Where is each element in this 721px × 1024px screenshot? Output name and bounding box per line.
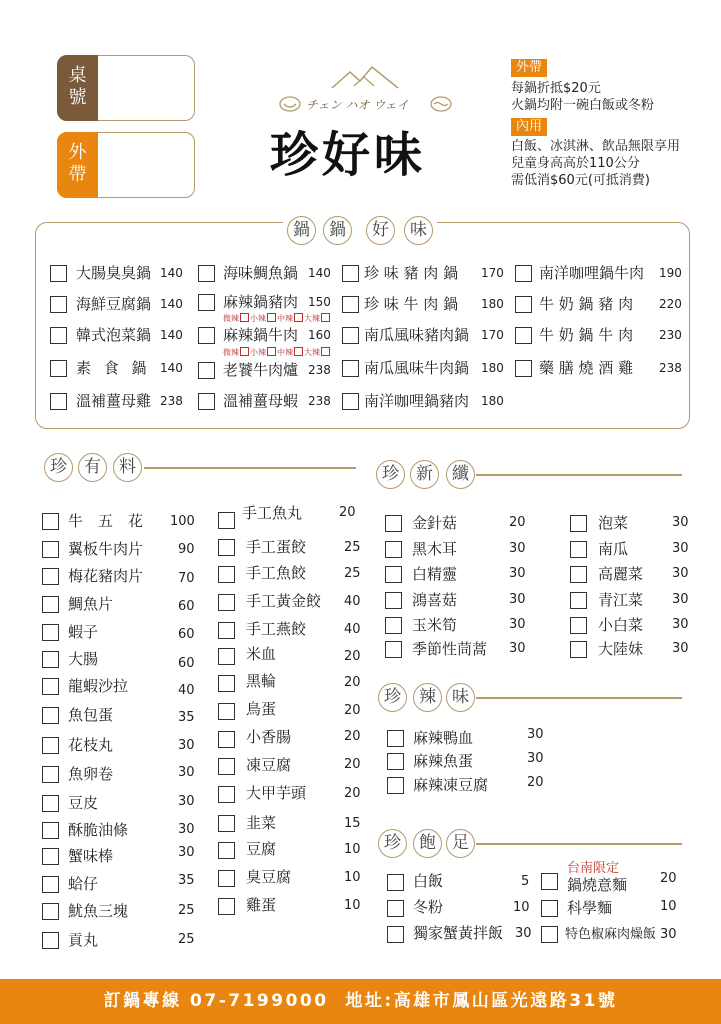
vegetable-name: 黑木耳 bbox=[412, 540, 458, 558]
hotpot-item-name: 珍 味 豬 肉 鍋 bbox=[364, 264, 459, 282]
hotpot-item-price: 238 bbox=[308, 394, 331, 408]
vegetable-price: 30 bbox=[672, 592, 689, 607]
hotpot-item-name: 海味鯛魚鍋 bbox=[223, 264, 299, 282]
section-divider bbox=[144, 467, 356, 469]
ingredient-checkbox[interactable] bbox=[218, 786, 235, 803]
ingredient-name: 牛 五 花 bbox=[68, 512, 144, 530]
hotpot-checkbox[interactable] bbox=[342, 296, 359, 313]
ingredient-price: 25 bbox=[344, 566, 361, 581]
ingredient-checkbox[interactable] bbox=[218, 870, 235, 887]
dinein-tag: 內用 bbox=[511, 118, 547, 136]
staple-name: 科學麵 bbox=[567, 899, 613, 917]
hotpot-item-price: 180 bbox=[481, 297, 504, 311]
hotpot-title-char: 味 bbox=[404, 216, 433, 245]
hotpot-checkbox[interactable] bbox=[198, 362, 215, 379]
staple-name: 白飯 bbox=[413, 872, 444, 890]
vegetable-price: 30 bbox=[672, 541, 689, 556]
vegetable-checkbox[interactable] bbox=[385, 566, 402, 583]
ingredient-name: 手工燕餃 bbox=[246, 620, 307, 638]
hotpot-item-price: 140 bbox=[160, 328, 183, 342]
ingredient-checkbox[interactable] bbox=[218, 758, 235, 775]
ingredient-name: 雞蛋 bbox=[246, 896, 277, 914]
vegetable-checkbox[interactable] bbox=[570, 566, 587, 583]
vegetable-name: 季節性茼蒿 bbox=[412, 640, 488, 658]
ingredient-checkbox[interactable] bbox=[42, 876, 59, 893]
hotpot-item-name: 牛 奶 鍋 牛 肉 bbox=[539, 326, 634, 344]
hotpot-item-name: 珍 味 牛 肉 鍋 bbox=[364, 295, 459, 313]
staple-price: 10 bbox=[513, 900, 530, 915]
brand-name: 珍好味 bbox=[270, 127, 427, 183]
hotpot-item-price: 220 bbox=[659, 297, 682, 311]
vegetable-name: 小白菜 bbox=[598, 616, 644, 634]
vegetable-name: 高麗菜 bbox=[598, 565, 644, 583]
ingredient-price: 15 bbox=[344, 816, 361, 831]
vegetable-name: 玉米筍 bbox=[412, 616, 458, 634]
ingredient-price: 100 bbox=[170, 514, 195, 529]
hotpot-item-name: 南洋咖哩鍋豬肉 bbox=[364, 392, 470, 410]
hotpot-item-name: 素 食 鍋 bbox=[76, 359, 151, 377]
vegetable-checkbox[interactable] bbox=[570, 641, 587, 658]
vegetable-checkbox[interactable] bbox=[385, 592, 402, 609]
ingredient-name: 小香腸 bbox=[246, 728, 292, 746]
vegetable-checkbox[interactable] bbox=[385, 515, 402, 532]
ingredient-price: 30 bbox=[178, 794, 195, 809]
section-title-char: 珍 bbox=[378, 829, 407, 858]
ingredient-price: 20 bbox=[344, 786, 361, 801]
ingredient-checkbox[interactable] bbox=[218, 898, 235, 915]
hotpot-title-char: 好 bbox=[366, 216, 395, 245]
ingredient-checkbox[interactable] bbox=[42, 541, 59, 558]
ingredient-checkbox[interactable] bbox=[218, 815, 235, 832]
ingredient-name: 臭豆腐 bbox=[246, 868, 292, 886]
hotpot-checkbox[interactable] bbox=[198, 265, 215, 282]
vegetable-price: 30 bbox=[672, 566, 689, 581]
vegetable-price: 20 bbox=[509, 515, 526, 530]
hotpot-item-price: 140 bbox=[308, 266, 331, 280]
takeout-label: 外帶 bbox=[57, 132, 98, 198]
vegetable-checkbox[interactable] bbox=[385, 541, 402, 558]
ingredient-price: 40 bbox=[344, 594, 361, 609]
hotpot-item-name: 南瓜風味豬肉鍋 bbox=[364, 326, 470, 344]
vegetable-checkbox[interactable] bbox=[570, 541, 587, 558]
vegetable-price: 30 bbox=[509, 641, 526, 656]
ingredient-name: 手工魚餃 bbox=[246, 564, 307, 582]
ingredient-price: 60 bbox=[178, 599, 195, 614]
staple-checkbox[interactable] bbox=[387, 874, 404, 891]
vegetable-price: 30 bbox=[509, 566, 526, 581]
ingredient-name: 韭菜 bbox=[246, 814, 277, 832]
hotpot-checkbox[interactable] bbox=[342, 360, 359, 377]
section-divider bbox=[476, 843, 682, 845]
section-title-char: 辣 bbox=[413, 683, 442, 712]
dinein-note-1: 白飯、冰淇淋、飲品無限享用 bbox=[511, 139, 681, 154]
hotpot-item-price: 140 bbox=[160, 297, 183, 311]
ingredient-price: 10 bbox=[344, 842, 361, 857]
staple-price: 30 bbox=[515, 926, 532, 941]
ingredient-name: 蟹味棒 bbox=[68, 847, 114, 865]
mountain-logo-icon bbox=[330, 64, 400, 90]
spicy-name: 麻辣鴨血 bbox=[413, 729, 474, 747]
hotpot-checkbox[interactable] bbox=[342, 265, 359, 282]
ingredient-name: 鳥蛋 bbox=[246, 700, 277, 718]
hotpot-item-name: 溫補薑母雞 bbox=[76, 392, 152, 410]
vegetable-checkbox[interactable] bbox=[385, 641, 402, 658]
staple-name: 鍋燒意麵 bbox=[567, 876, 628, 894]
ingredient-name: 凍豆腐 bbox=[246, 756, 292, 774]
ingredient-name: 豆皮 bbox=[68, 794, 99, 812]
hotpot-item-name: 牛 奶 鍋 豬 肉 bbox=[539, 295, 634, 313]
hotpot-checkbox[interactable] bbox=[342, 327, 359, 344]
staple-price: 5 bbox=[521, 874, 530, 889]
ingredient-name: 花枝丸 bbox=[68, 736, 114, 754]
hotpot-checkbox[interactable] bbox=[515, 327, 532, 344]
ingredient-price: 20 bbox=[344, 703, 361, 718]
vegetable-price: 30 bbox=[672, 515, 689, 530]
hotpot-item-price: 238 bbox=[160, 394, 183, 408]
staple-checkbox[interactable] bbox=[541, 900, 558, 917]
hotpot-checkbox[interactable] bbox=[50, 265, 67, 282]
vegetable-name: 白精靈 bbox=[412, 565, 458, 583]
ingredient-name: 手工蛋餃 bbox=[246, 538, 307, 556]
hotpot-item-name: 溫補薑母蝦 bbox=[223, 392, 299, 410]
hotpot-checkbox[interactable] bbox=[342, 393, 359, 410]
spice-level-options[interactable]: 微辣 小辣 中辣 大辣 bbox=[223, 313, 331, 323]
hotpot-item-price: 140 bbox=[160, 266, 183, 280]
ingredient-name: 魷魚三塊 bbox=[68, 902, 129, 920]
hotpot-item-price: 230 bbox=[659, 328, 682, 342]
hotpot-item-price: 238 bbox=[659, 361, 682, 375]
hotpot-item-name: 海鮮豆腐鍋 bbox=[76, 295, 152, 313]
spicy-checkbox[interactable] bbox=[387, 730, 404, 747]
hotpot-item-name: 麻辣鍋牛肉 bbox=[223, 326, 299, 344]
section-title-char: 纖 bbox=[446, 460, 475, 489]
hotpot-item-name: 韓式泡菜鍋 bbox=[76, 326, 152, 344]
ingredient-name: 蛤仔 bbox=[68, 875, 99, 893]
spicy-checkbox[interactable] bbox=[387, 753, 404, 770]
ingredient-name: 豆腐 bbox=[246, 840, 277, 858]
takeout-tag: 外帶 bbox=[511, 59, 547, 77]
vegetable-price: 30 bbox=[509, 592, 526, 607]
ingredient-price: 20 bbox=[339, 505, 356, 520]
ingredient-name: 手工黃金餃 bbox=[246, 592, 322, 610]
ingredient-price: 70 bbox=[178, 571, 195, 586]
section-title-char: 料 bbox=[113, 453, 142, 482]
vegetable-name: 南瓜 bbox=[598, 540, 629, 558]
table-number-label: 桌號 bbox=[57, 55, 98, 121]
spicy-price: 20 bbox=[527, 775, 544, 790]
ingredient-price: 25 bbox=[178, 932, 195, 947]
ingredient-checkbox[interactable] bbox=[218, 842, 235, 859]
ingredient-price: 25 bbox=[344, 540, 361, 555]
tainan-limited-label: 台南限定 bbox=[567, 861, 620, 876]
hotpot-checkbox[interactable] bbox=[515, 296, 532, 313]
footer-contact: 訂鍋專線 07-7199000 地址:高雄市鳳山區光遠路31號 bbox=[103, 991, 618, 1011]
section-title-char: 新 bbox=[410, 460, 439, 489]
staple-checkbox[interactable] bbox=[387, 926, 404, 943]
staple-price: 30 bbox=[660, 927, 677, 942]
ingredient-checkbox[interactable] bbox=[218, 731, 235, 748]
vegetable-checkbox[interactable] bbox=[570, 617, 587, 634]
ingredient-checkbox[interactable] bbox=[218, 675, 235, 692]
ingredient-price: 35 bbox=[178, 873, 195, 888]
ingredient-checkbox[interactable] bbox=[218, 566, 235, 583]
hotpot-item-price: 190 bbox=[659, 266, 682, 280]
spicy-checkbox[interactable] bbox=[387, 777, 404, 794]
ingredient-price: 10 bbox=[344, 870, 361, 885]
section-title-char: 味 bbox=[446, 683, 475, 712]
ingredient-price: 20 bbox=[344, 729, 361, 744]
vegetable-name: 金針菇 bbox=[412, 514, 458, 532]
hotpot-checkbox[interactable] bbox=[198, 327, 215, 344]
staple-checkbox[interactable] bbox=[541, 873, 558, 890]
hotpot-checkbox[interactable] bbox=[198, 393, 215, 410]
hotpot-item-price: 170 bbox=[481, 328, 504, 342]
ingredient-price: 30 bbox=[178, 845, 195, 860]
section-divider bbox=[476, 474, 682, 476]
hotpot-item-price: 180 bbox=[481, 394, 504, 408]
ingredient-price: 10 bbox=[344, 898, 361, 913]
vegetable-price: 30 bbox=[672, 641, 689, 656]
ingredient-checkbox[interactable] bbox=[218, 703, 235, 720]
hotpot-checkbox[interactable] bbox=[50, 393, 67, 410]
spicy-name: 麻辣凍豆腐 bbox=[413, 776, 489, 794]
spicy-name: 麻辣魚蛋 bbox=[413, 752, 474, 770]
ingredient-checkbox[interactable] bbox=[42, 932, 59, 949]
section-divider bbox=[476, 697, 682, 699]
vegetable-name: 鴻喜菇 bbox=[412, 591, 458, 609]
ingredient-price: 20 bbox=[344, 757, 361, 772]
hotpot-item-name: 南洋咖哩鍋牛肉 bbox=[539, 264, 645, 282]
vegetable-price: 30 bbox=[509, 541, 526, 556]
ingredient-name: 貢丸 bbox=[68, 931, 99, 949]
staple-name: 獨家蟹黃拌飯 bbox=[413, 924, 504, 942]
hotpot-item-name: 老饕牛肉爐 bbox=[223, 361, 299, 379]
ingredient-name: 梅花豬肉片 bbox=[68, 567, 144, 585]
ingredient-checkbox[interactable] bbox=[42, 568, 59, 585]
ingredient-price: 20 bbox=[344, 675, 361, 690]
ingredient-name: 魚卵卷 bbox=[68, 765, 114, 783]
vegetable-checkbox[interactable] bbox=[385, 617, 402, 634]
ingredient-checkbox[interactable] bbox=[218, 622, 235, 639]
hotpot-checkbox[interactable] bbox=[515, 360, 532, 377]
hotpot-icon bbox=[279, 96, 301, 112]
staple-name: 特色椒麻肉燥飯 bbox=[565, 927, 657, 942]
section-title-char: 足 bbox=[446, 829, 475, 858]
hotpot-item-name: 麻辣鍋豬肉 bbox=[223, 293, 299, 311]
hotpot-item-name: 藥 膳 燒 酒 雞 bbox=[539, 359, 634, 377]
ingredient-checkbox[interactable] bbox=[42, 596, 59, 613]
wave-icon bbox=[430, 96, 452, 112]
staple-price: 20 bbox=[660, 871, 677, 886]
hotpot-checkbox[interactable] bbox=[50, 327, 67, 344]
section-title-char: 飽 bbox=[413, 829, 442, 858]
vegetable-name: 大陸妹 bbox=[598, 640, 644, 658]
hotpot-item-price: 140 bbox=[160, 361, 183, 375]
ingredient-checkbox[interactable] bbox=[42, 707, 59, 724]
spice-level-options[interactable]: 微辣 小辣 中辣 大辣 bbox=[223, 347, 331, 357]
ingredient-name: 鯛魚片 bbox=[68, 595, 114, 613]
ingredient-price: 90 bbox=[178, 542, 195, 557]
ingredient-name: 大甲芋頭 bbox=[246, 784, 307, 802]
section-title-char: 珍 bbox=[44, 453, 73, 482]
hotpot-item-price: 160 bbox=[308, 328, 331, 342]
hotpot-title-char: 鍋 bbox=[323, 216, 352, 245]
section-title-char: 有 bbox=[78, 453, 107, 482]
hotpot-title-char: 鍋 bbox=[287, 216, 316, 245]
staple-name: 冬粉 bbox=[413, 898, 444, 916]
ingredient-name: 大腸 bbox=[68, 650, 99, 668]
hotpot-item-name: 南瓜風味牛肉鍋 bbox=[364, 359, 470, 377]
ingredient-name: 蝦子 bbox=[68, 623, 99, 641]
hotpot-checkbox[interactable] bbox=[515, 265, 532, 282]
ingredient-price: 20 bbox=[344, 649, 361, 664]
ingredient-checkbox[interactable] bbox=[218, 539, 235, 556]
ingredient-checkbox[interactable] bbox=[42, 848, 59, 865]
staple-price: 10 bbox=[660, 899, 677, 914]
ingredient-price: 60 bbox=[178, 656, 195, 671]
vegetable-checkbox[interactable] bbox=[570, 592, 587, 609]
ingredient-price: 30 bbox=[178, 765, 195, 780]
hotpot-item-price: 170 bbox=[481, 266, 504, 280]
ingredient-name: 酥脆油條 bbox=[68, 821, 129, 839]
ingredient-checkbox[interactable] bbox=[42, 903, 59, 920]
ingredient-checkbox[interactable] bbox=[42, 678, 59, 695]
ingredient-name: 龍蝦沙拉 bbox=[68, 677, 129, 695]
ingredient-checkbox[interactable] bbox=[42, 513, 59, 530]
ingredient-checkbox[interactable] bbox=[42, 737, 59, 754]
section-title-char: 珍 bbox=[376, 460, 405, 489]
spicy-price: 30 bbox=[527, 751, 544, 766]
brand-kana: チェン ハオ ウェイ bbox=[306, 98, 409, 112]
spicy-price: 30 bbox=[527, 727, 544, 742]
takeout-note-2: 火鍋均附一碗白飯或冬粉 bbox=[511, 98, 655, 113]
ingredient-price: 30 bbox=[178, 822, 195, 837]
staple-checkbox[interactable] bbox=[387, 900, 404, 917]
hotpot-checkbox[interactable] bbox=[50, 360, 67, 377]
ingredient-checkbox[interactable] bbox=[42, 795, 59, 812]
ingredient-checkbox[interactable] bbox=[42, 651, 59, 668]
ingredient-name: 翼板牛肉片 bbox=[68, 540, 144, 558]
ingredient-checkbox[interactable] bbox=[218, 594, 235, 611]
ingredient-checkbox[interactable] bbox=[42, 822, 59, 839]
hotpot-checkbox[interactable] bbox=[50, 296, 67, 313]
ingredient-name: 魚包蛋 bbox=[68, 706, 114, 724]
vegetable-name: 青江菜 bbox=[598, 591, 644, 609]
staple-checkbox[interactable] bbox=[541, 926, 558, 943]
hotpot-checkbox[interactable] bbox=[198, 294, 215, 311]
ingredient-price: 30 bbox=[178, 738, 195, 753]
ingredient-price: 40 bbox=[344, 622, 361, 637]
ingredient-checkbox[interactable] bbox=[42, 766, 59, 783]
dinein-note-3: 需低消$60元(可抵消費) bbox=[511, 173, 650, 188]
ingredient-checkbox[interactable] bbox=[218, 648, 235, 665]
ingredient-price: 40 bbox=[178, 683, 195, 698]
dinein-note-2: 兒童身高高於110公分 bbox=[511, 156, 640, 171]
hotpot-item-price: 150 bbox=[308, 295, 331, 309]
takeout-note-1: 每鍋折抵$20元 bbox=[511, 81, 601, 96]
ingredient-name: 黑輪 bbox=[246, 672, 277, 690]
vegetable-checkbox[interactable] bbox=[570, 515, 587, 532]
hotpot-item-price: 238 bbox=[308, 363, 331, 377]
hotpot-item-price: 180 bbox=[481, 361, 504, 375]
ingredient-name: 米血 bbox=[246, 645, 277, 663]
vegetable-price: 30 bbox=[509, 617, 526, 632]
section-title-char: 珍 bbox=[378, 683, 407, 712]
ingredient-price: 60 bbox=[178, 627, 195, 642]
ingredient-price: 35 bbox=[178, 710, 195, 725]
ingredient-name: 手工魚丸 bbox=[242, 504, 303, 522]
ingredient-checkbox[interactable] bbox=[218, 512, 235, 529]
hotpot-item-name: 大腸臭臭鍋 bbox=[76, 264, 152, 282]
vegetable-price: 30 bbox=[672, 617, 689, 632]
vegetable-name: 泡菜 bbox=[598, 514, 629, 532]
ingredient-price: 25 bbox=[178, 903, 195, 918]
ingredient-checkbox[interactable] bbox=[42, 624, 59, 641]
